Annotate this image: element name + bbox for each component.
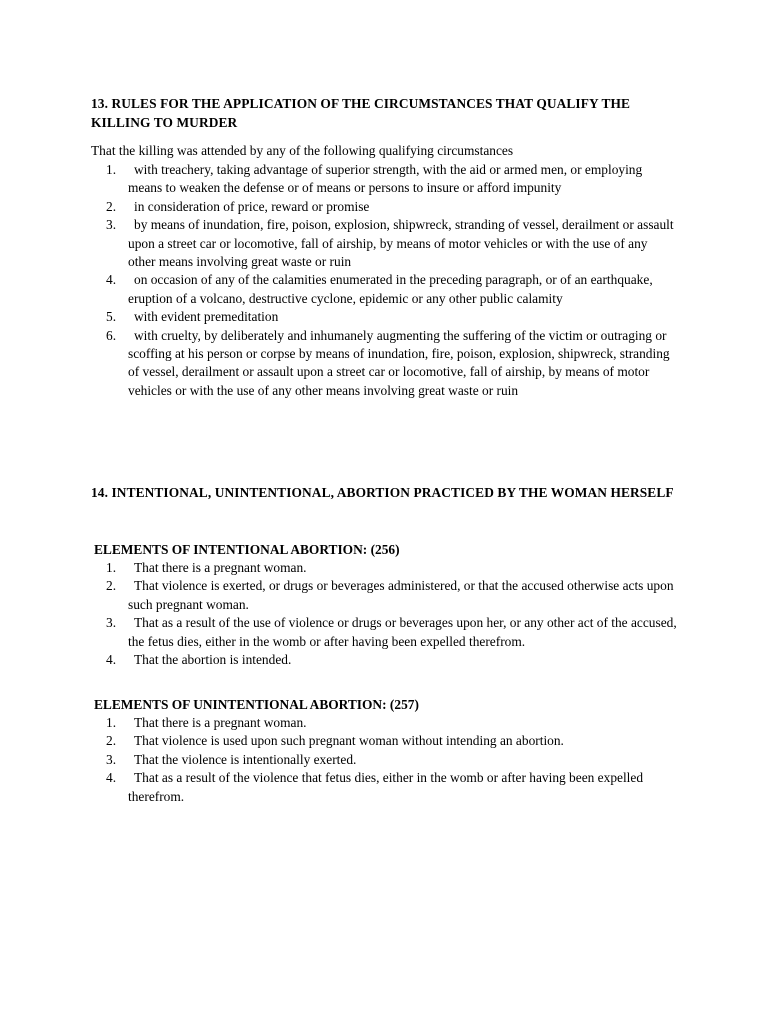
list-item-number: 4.	[106, 272, 117, 288]
list-item-text: with treachery, taking advantage of superior strength, with the aid or armed men, or employing means to weaken the defense or of means or persons to insure or afford impunity	[128, 162, 643, 196]
list-item-text: That there is a pregnant woman.	[134, 715, 307, 730]
list-item-number: 1.	[106, 560, 117, 575]
list-item	[0, 161, 678, 198]
list-item-text: That the violence is intentionally exerted.	[134, 751, 357, 767]
list-item-number: 2.	[106, 578, 117, 594]
list-item	[0, 327, 678, 401]
list-item-number: 6.	[106, 327, 117, 343]
list-item-number: 3.	[106, 217, 117, 233]
list-item	[0, 198, 678, 216]
list-item-number: 2.	[106, 733, 117, 749]
list-item-text: That as a result of the use of violence or drugs or beverages upon her, or any other act of the accused, the fetus dies, either in the womb or after having been expelled therefrom.	[128, 615, 677, 649]
list-item	[0, 559, 678, 577]
list-item-number: 2.	[106, 198, 117, 214]
list-item	[0, 651, 678, 669]
list-item	[0, 769, 678, 806]
section-13-heading: 13. RULES FOR THE APPLICATION OF THE CIRCUMSTANCES THAT QUALIFY THE KILLING TO MURDER	[91, 96, 631, 130]
section-14-heading: 14. INTENTIONAL, UNINTENTIONAL, ABORTION PRACTICED BY THE WOMAN HERSELF	[91, 485, 674, 500]
list-item-text: That there is a pregnant woman.	[134, 560, 307, 575]
list-item-text: on occasion of any of the calamities enumerated in the preceding paragraph, or of an earthquake, eruption of a volcano, destructive cyclone, epidemic or any other public calamity	[128, 272, 653, 306]
list-item-text: with evident premeditation	[134, 309, 279, 325]
list-item	[0, 614, 678, 651]
list-item-text: That violence is exerted, or drugs or beverages administered, or that the accused otherwise acts upon such pregnant woman.	[128, 578, 674, 612]
list-item-number: 3.	[106, 615, 117, 631]
list-item-number: 1.	[106, 162, 117, 177]
section-13-intro: That the killing was attended by any of the following qualifying circumstances	[91, 143, 514, 158]
unintentional-abortion-heading: ELEMENTS OF UNINTENTIONAL ABORTION: (257)	[94, 697, 419, 712]
list-item	[0, 751, 678, 769]
list-item-number: 1.	[106, 715, 117, 730]
list-item-number: 4.	[106, 770, 117, 786]
list-item-number: 3.	[106, 751, 117, 767]
list-item-text: by means of inundation, fire, poison, explosion, shipwreck, stranding of vessel, derailment or assault upon a street car or locomotive, fall of airship, by means of motor vehicles or with the use of any other means involving great waste or ruin	[128, 217, 674, 270]
intentional-abortion-elements-list	[0, 559, 678, 669]
list-item-number: 4.	[106, 652, 117, 668]
list-item	[0, 732, 678, 750]
list-item	[0, 271, 678, 308]
list-item-text: That as a result of the violence that fetus dies, either in the womb or after having been expelled therefrom.	[128, 770, 644, 804]
list-item	[0, 714, 678, 732]
list-item-text: with cruelty, by deliberately and inhumanely augmenting the suffering of the victim or outraging or scoffing at his person or corpse by means of inundation, fire, poison, explosion, shipwreck, stranding of vessel, derailment or assault upon a street car or locomotive, fall of airship, by means of motor vehicles or with the use of any other means involving great waste or ruin	[128, 327, 670, 398]
list-item-text: That violence is used upon such pregnant woman without intending an abortion.	[134, 733, 564, 749]
list-item	[0, 308, 678, 326]
intentional-abortion-heading: ELEMENTS OF INTENTIONAL ABORTION: (256)	[94, 542, 400, 557]
list-item-text: in consideration of price, reward or promise	[134, 198, 370, 214]
list-item	[0, 577, 678, 614]
list-item-number: 5.	[106, 309, 117, 325]
unintentional-abortion-elements-list	[0, 714, 678, 806]
list-item-text: That the abortion is intended.	[134, 652, 292, 668]
list-item	[0, 216, 678, 271]
qualifying-circumstances-list	[0, 161, 678, 400]
